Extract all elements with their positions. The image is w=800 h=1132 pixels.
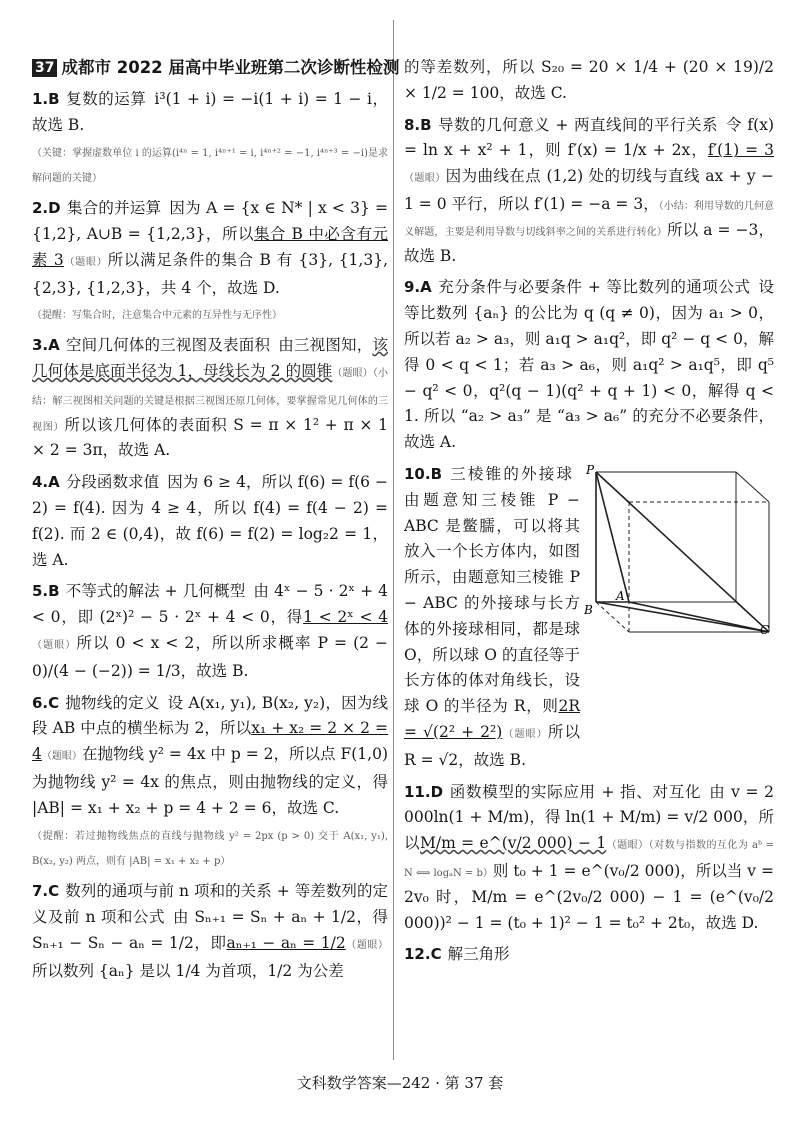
question-10 <box>404 462 774 774</box>
question-topic: 数列的通项与前 n 项和的关系 + 等差数列的定义及前 n 项和公式 <box>32 882 388 926</box>
question-topic: 不等式的解法 + 几何概型 <box>65 582 246 601</box>
answer-choice: B <box>48 90 60 108</box>
key-tag: （题眼） <box>41 751 82 763</box>
key-point-underline: 该几何体是底面半径为 1，母线长为 2 的圆锥 <box>32 336 388 380</box>
question-9 <box>404 275 774 456</box>
handwritten-note: （关键：掌握虚数单位 i 的运算(i⁴ⁿ = 1, i⁴ⁿ⁺¹ = i, i⁴ⁿ⁺² = −1, i⁴ⁿ⁺³ = −i)是求解问题的关键） <box>32 147 388 185</box>
key-point-underline: 集合 B 中必含有元素 3 <box>32 224 388 269</box>
solution-text: i³(1 + i) = −i(1 + i) = 1 − i，故选 B. <box>32 90 388 134</box>
solution-text: 由 4ˣ − 5 · 2ˣ + 4 < 0，即 (2ˣ)² − 5 · 2ˣ + 4 < 0，得 <box>32 582 388 627</box>
page-footer: 文科数学答案—242 · 第 37 套 <box>296 1074 504 1092</box>
handwritten-note: （小结：利用导数的几何意义解题，主要是利用导数与切线斜率之间的关系进行转化） <box>404 200 775 238</box>
question-topic: 函数模型的实际应用 + 指、对互化 <box>449 782 702 801</box>
question-number: 10. <box>404 464 431 483</box>
answer-choice: B <box>420 115 432 134</box>
pyramid-edge-bc <box>596 602 769 632</box>
solution-text-2: 所以数列 {aₙ} 是以 1/4 为首项，1/2 为公差 <box>32 961 344 980</box>
question-number: 12. <box>404 945 431 964</box>
answer-choice: D <box>48 199 61 218</box>
vertex-label-b: B <box>584 602 593 617</box>
solution-text-3: 所以 a = −3，故选 B. <box>404 220 775 265</box>
question-1 <box>32 87 388 190</box>
question-number: 9. <box>404 278 421 297</box>
solution-text: 由 v = 2 000ln(1 + M/m)，得 ln(1 + M/m) = v/2 000，所以 <box>404 782 775 853</box>
solution-text: 由三视图知， <box>278 336 373 355</box>
key-tag: （题眼） <box>332 367 373 379</box>
solution-text: 由 Sₙ₊₁ = Sₙ + aₙ + 1/2，得 Sₙ₊₁ − Sₙ − aₙ = 1/2，即 <box>32 907 388 952</box>
question-topic: 复数的运算 <box>65 90 147 108</box>
solution-text-2: 所以该几何体的表面积 S = π × 1² + π × 1 × 2 = 3π，故选 A. <box>32 415 389 460</box>
solution-text: 令 f(x) = ln x + x² + 1，则 f′(x) = 1/x + 2x， <box>404 115 775 160</box>
solution-text: 设等比数列 {aₙ} 的公比为 q (q ≠ 0)，因为 a₁ > 0，所以若 a₂ > a₃，则 a₁q > a₁q²，即 q² − q < 0，解得 0 < q < 1；若 a₃ > a₆，则 a₁q² > a₁q⁵，即 q⁵ − q² < 0，q²(q − 1)(q² + q + 1) < 0，解得 q < 1. 所以 “a₂ > a₃” 是 “a₃ > a₆” 的充分不必要条件，故选 A. <box>404 278 774 452</box>
question-8 <box>404 113 774 270</box>
key-tag: （题眼） <box>606 840 649 852</box>
question-topic: 空间几何体的三视图及表面积 <box>65 336 271 355</box>
key-point-underline: 2R = √(2² + 2²) <box>404 697 580 741</box>
handwritten-note: （小结：解三视图相关问题的关键是根据三视图还原几何体，要掌握常见几何体的三视图） <box>32 367 389 433</box>
question-topic: 抛物线的定义 <box>65 693 160 712</box>
question-7 <box>32 879 388 984</box>
answer-choice: B <box>48 582 60 601</box>
cuboid-pyramid-figure <box>584 462 774 637</box>
answer-choice: D <box>430 782 444 801</box>
key-point-underline: aₙ₊₁ − aₙ = 1/2 <box>226 933 346 952</box>
vertex-label-a: A <box>616 588 625 603</box>
left-column <box>32 55 400 984</box>
pyramid-edge-ac <box>629 602 769 632</box>
answer-choice: A <box>48 473 60 492</box>
key-tag: （题眼） <box>502 728 548 740</box>
question-12 <box>404 942 774 968</box>
question-6 <box>32 691 388 874</box>
question-topic: 集合的并运算 <box>66 199 162 218</box>
question-topic: 分段函数求值 <box>65 473 160 492</box>
solution-text: 由题意知三棱锥 P − ABC 是鳖臑，可以将其放入一个长方体内，如图所示，由题意知三棱锥 P − ABC 的外接球与长方体的外接球相同，都是球 O，所以球 O 的直径等于长方体的体对角线长，设球 O 的半径为 R，则 <box>404 490 580 716</box>
exam-title: 成都市 2022 届高中毕业班第二次诊断性检测 <box>61 58 400 77</box>
question-10-text <box>404 462 580 774</box>
question-11 <box>404 780 774 937</box>
question-topic: 导数的几何意义 + 两直线间的平行关系 <box>437 115 718 134</box>
question-number: 11. <box>404 782 431 801</box>
key-tag: （题眼） <box>63 256 108 268</box>
pyramid-edge-pc <box>596 472 769 632</box>
solution-text-2: 在抛物线 y² = 4x 中 p = 2，所以点 F(1,0) 为抛物线 y² = 4x 的焦点，则由抛物线的定义，得 |AB| = x₁ + x₂ + p = 4 + 2 = 6，故选 C. <box>32 745 389 817</box>
set-number-badge: 37 <box>32 59 57 77</box>
solution-text-2: 则 t₀ + 1 = e^(v₀/2 000)，所以当 v = 2v₀ 时，M/m = e^(2v₀/2 000) − 1 = (e^(v₀/2 000))² − 1 = (t₀ + 1)² − 1 = t₀² + 2t₀，故选 D. <box>404 861 774 932</box>
solution-text-2: 所以 R = √2，故选 B. <box>404 722 580 769</box>
question-number: 7. <box>32 882 49 901</box>
question-10-layout <box>404 462 774 774</box>
question-4 <box>32 470 388 573</box>
answer-choice: A <box>48 336 60 355</box>
key-point-underline: x₁ + x₂ = 2 × 2 = 4 <box>32 719 389 764</box>
answer-choice: B <box>430 464 443 483</box>
vertex-label-p: P <box>586 462 595 477</box>
question-2 <box>32 196 388 327</box>
solution-text: 设 A(x₁, y₁), B(x₂, y₂)，因为线段 AB 中点的横坐标为 2，所以 <box>32 693 388 738</box>
question-number: 6. <box>32 693 49 712</box>
key-tag: （题眼） <box>345 939 388 951</box>
pyramid-edge-pa <box>596 472 629 602</box>
question-3 <box>32 333 388 464</box>
key-point-underline: 1 < 2ˣ < 4 <box>303 608 388 627</box>
question-number: 8. <box>404 115 421 134</box>
question-number: 4. <box>32 473 49 492</box>
question-number: 5. <box>32 582 49 601</box>
solution-text-2: 因为曲线在点 (1,2) 处的切线与直线 ax + y − 1 = 0 平行，所以 f′(1) = −a = 3， <box>404 167 774 213</box>
box-edge <box>736 472 769 502</box>
question-number: 3. <box>32 336 49 355</box>
answer-choice: C <box>430 945 442 964</box>
solution-text-2: 所以 0 < x < 2，所以所求概率 P = (2 − 0)/(4 − (−2)) = 1/3，故选 B. <box>32 633 388 680</box>
solution-text-2: 所以满足条件的集合 B 有 {3}, {1,3}, {2,3}, {1,2,3}，共 4 个，故选 D. <box>32 250 388 297</box>
solution-text: 因为 6 ≥ 4，所以 f(6) = f(6 − 2) = f(4). 因为 4 ≥ 4，所以 f(4) = f(4 − 2) = f(2). 而 2 ∈ (0,4)，故 f(6) = f(2) = log₂2 = 1，选 A. <box>32 473 388 569</box>
question-topic: 解三角形 <box>447 945 510 964</box>
answer-choice: A <box>420 278 432 297</box>
page-title <box>32 55 400 81</box>
key-tag: （题眼） <box>32 639 77 651</box>
question-number: 2. <box>32 199 49 218</box>
vertex-label-c: C <box>760 622 770 637</box>
solution-text: 因为 A = {x ∈ N* | x < 3} = {1,2}, A∪B = {1,2,3}，所以 <box>32 199 388 243</box>
answer-choice: C <box>48 693 60 712</box>
question-5 <box>32 579 388 684</box>
question-topic: 三棱锥的外接球 <box>448 464 572 483</box>
handwritten-note: （提醒：写集合时，注意集合中元素的互异性与无序性） <box>32 310 282 322</box>
key-tag: （题眼） <box>404 173 446 185</box>
key-point-underline: M/m = e^(v/2 000) − 1 <box>419 834 607 853</box>
column-divider <box>393 20 394 1060</box>
right-column <box>404 55 774 968</box>
question-topic: 充分条件与必要条件 + 等比数列的通项公式 <box>437 278 751 297</box>
handwritten-note: （对数与指数的互化为 aᵇ = N ⟺ logₐN = b） <box>404 840 774 879</box>
question-7-continued: 的等差数列，所以 S₂₀ = 20 × 1/4 + (20 × 19)/2 × 1/2 = 100，故选 C. <box>404 58 774 102</box>
answer-choice: C <box>48 882 60 901</box>
key-point-underline: f′(1) = 3 <box>707 141 774 160</box>
question-number: 1. <box>32 90 49 108</box>
handwritten-note: （提醒：若过抛物线焦点的直线与抛物线 y² = 2px (p > 0) 交于 A(x₁, y₁), B(x₂, y₂) 两点，则有 |AB| = x₁ + x₂ + p） <box>32 830 388 868</box>
